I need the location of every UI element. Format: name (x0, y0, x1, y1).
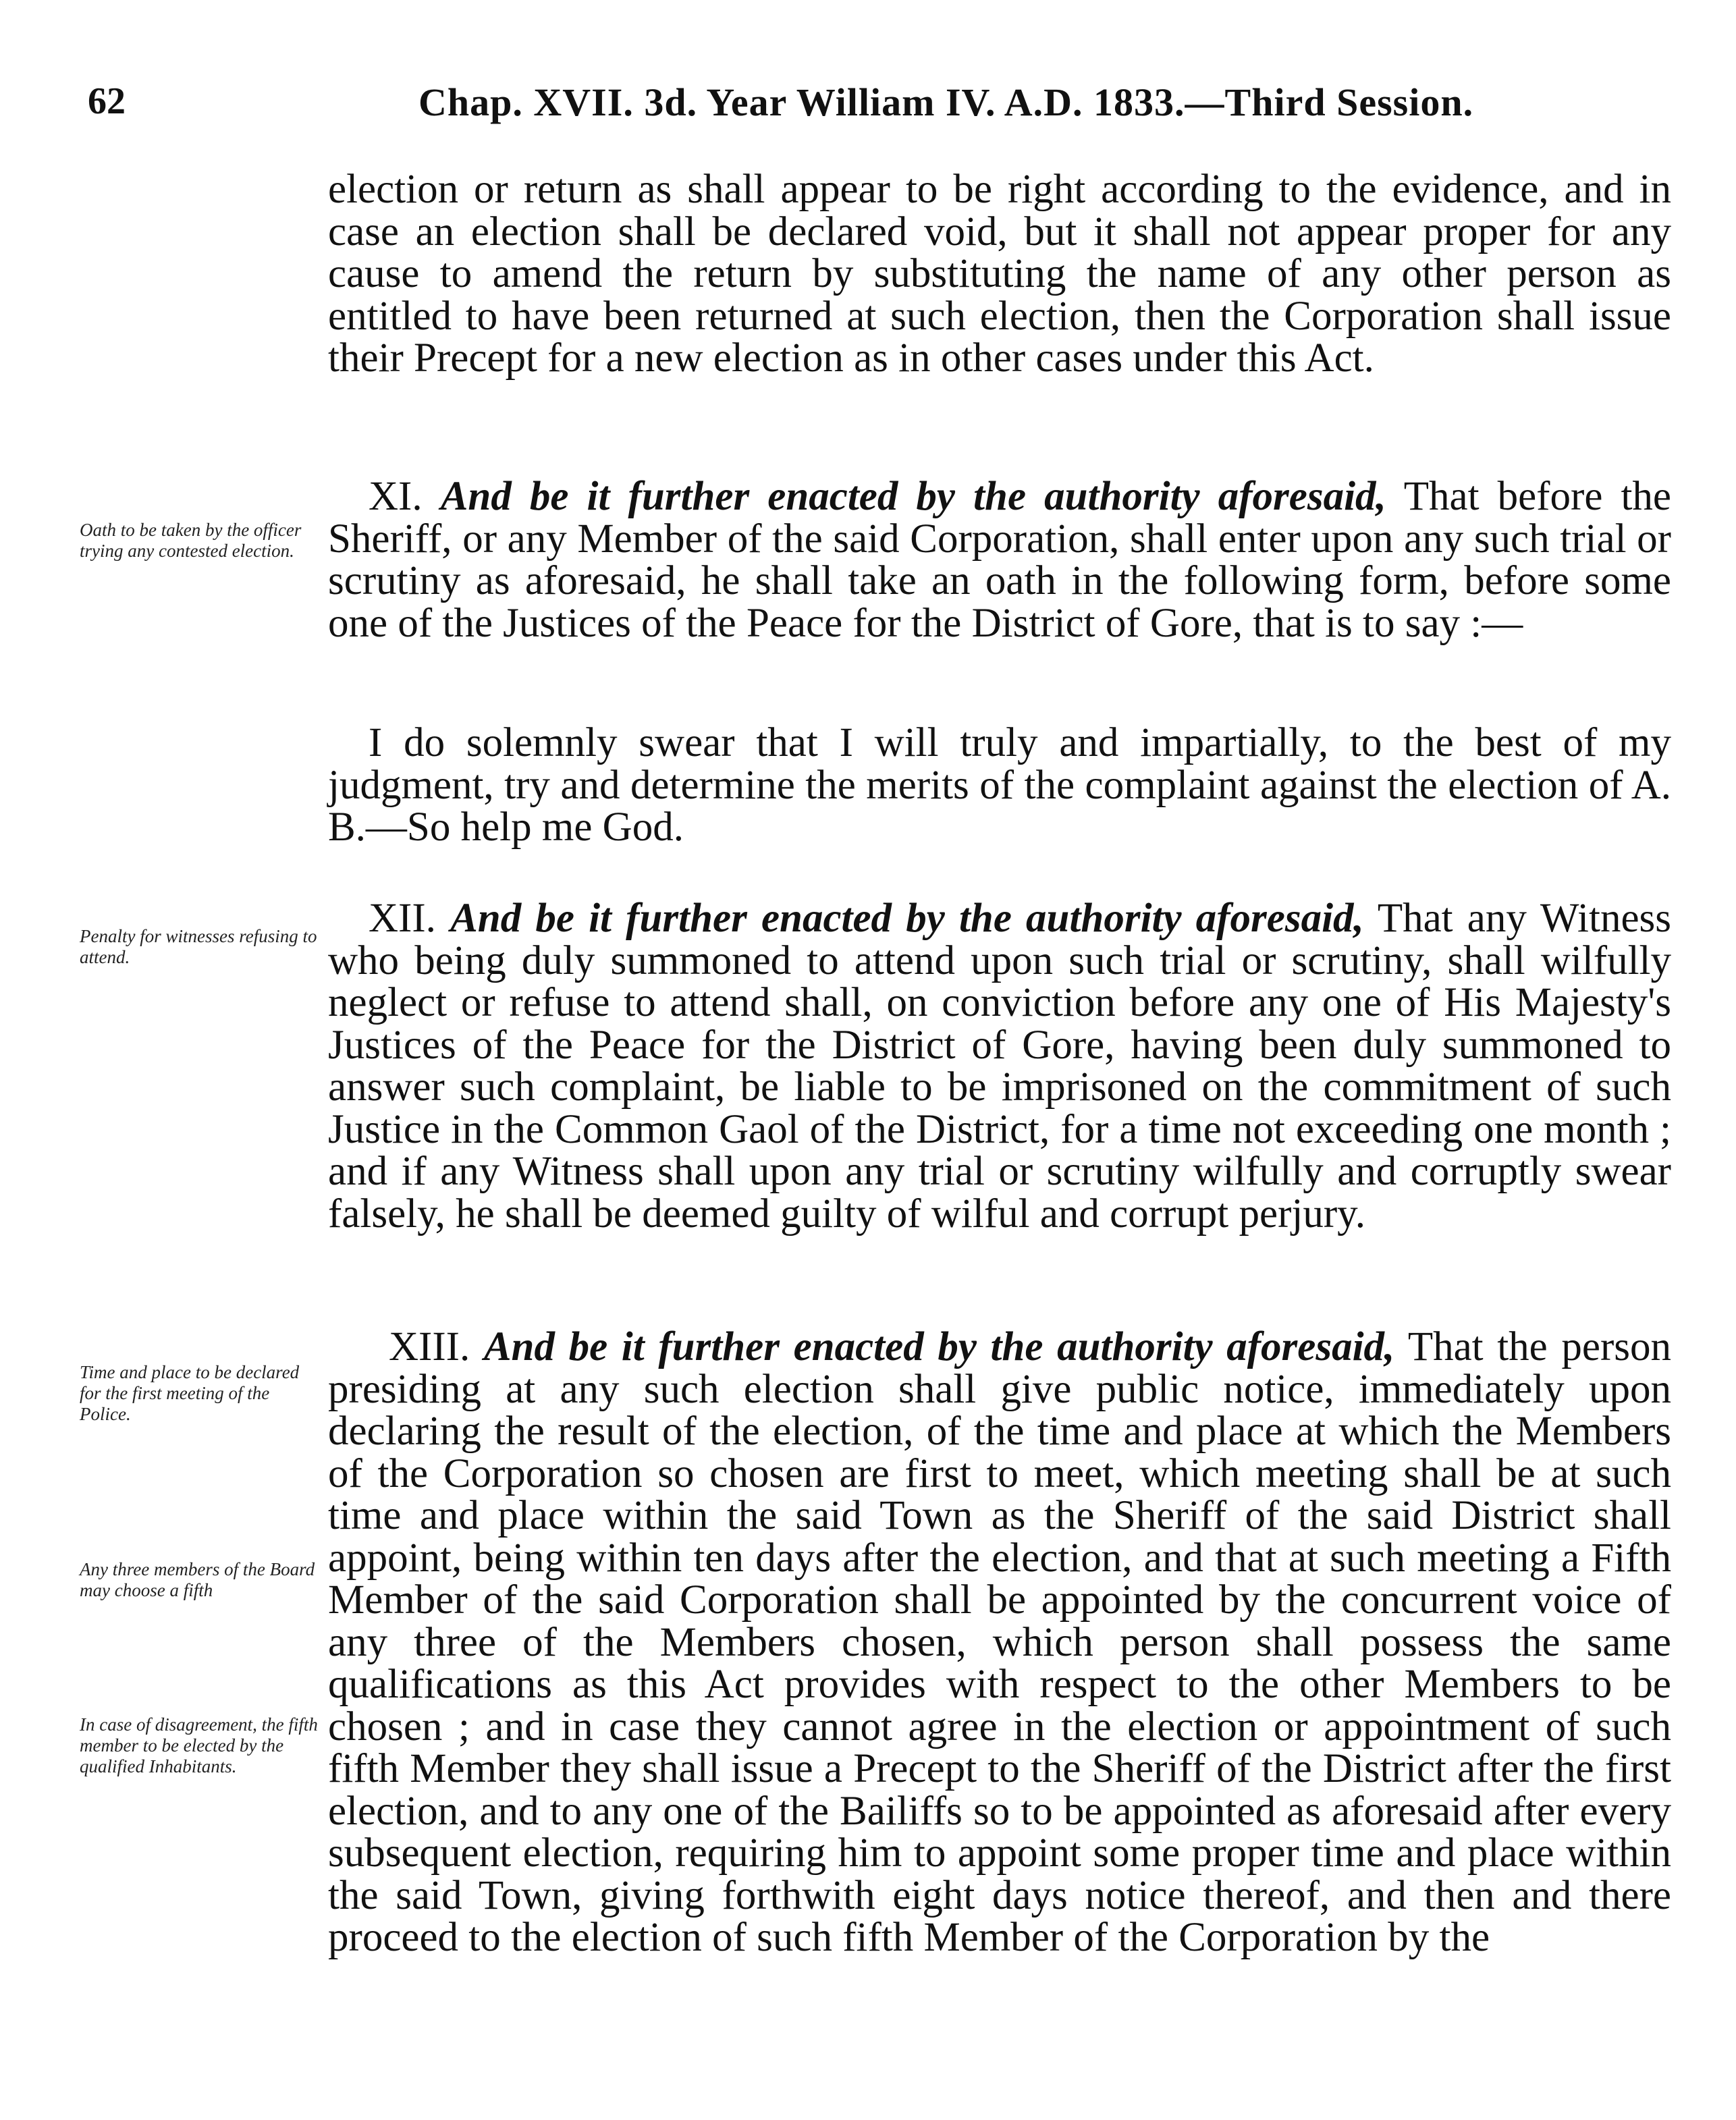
section-11 (328, 476, 1671, 645)
section-13 (328, 1326, 1671, 1959)
marginal-note-time-place: Time and place to be declared for the first meeting of the Police. (80, 1362, 300, 1424)
page-header (88, 80, 1660, 134)
page-number: 62 (88, 80, 126, 122)
marginal-note-disagreement: In case of disagreement, the fifth member to be elected by the qualified Inhabitants. (80, 1714, 318, 1776)
section-13-numeral: XIII. (389, 1324, 470, 1369)
oath-paragraph (328, 722, 1671, 849)
running-head: Chap. XVII. 3d. Year William IV. A.D. 1833.—Third Session. (418, 80, 1474, 124)
section-11-formula: And be it further enacted by the authority aforesaid, (440, 474, 1386, 519)
continuation-paragraph (328, 169, 1671, 380)
marginal-note-three-members: Any three members of the Board may choose a fifth (80, 1559, 315, 1600)
marginal-note-witnesses: Penalty for witnesses refusing to attend. (80, 926, 317, 967)
continuation-text: election or return as shall appear to be right according to the evidence, and in case an election shall be declared void, but it shall not appear proper for any cause to amend the return by substituting the name of any other person as entitled to have been returned at such election, then the Corporation shall issue their Precept for a new election as in other cases under this Act. (328, 167, 1671, 381)
section-13-formula: And be it further enacted by the authority aforesaid, (483, 1324, 1395, 1369)
oath-text: I do solemnly swear that I will truly and impartially, to the best of my judgment, try and determine the merits of the complaint against the election of A. B.—So help me God. (328, 720, 1671, 850)
section-12-text: That any Witness who being duly summoned to attend upon such trial or scrutiny, shall wilfully neglect or refuse to attend shall, on conviction before any one of His Majesty's Justices of the Peace for the District of Gore, having been duly summoned to answer such complaint, be liable to be imprisoned on the commitment of such Justice in the Common Gaol of the District, for a time not exceeding one month ; and if any Witness shall upon any trial or scrutiny wilfully and corruptly swear falsely, he shall be deemed guilty of wilful and corrupt perjury. (328, 896, 1671, 1236)
section-13-text: That the person presiding at any such election shall give public notice, immediately upon declaring the result of the election, of the time and place at which the Members of the Corporation so chosen are first to meet, which meeting shall be at such time and place within the said Town as the Sheriff of the said District shall appoint, being within ten days after the election, and that at such meeting a Fifth Member of the said Corporation shall be appointed by the concurrent voice of any three of the Members chosen, which person shall possess the same qualifications as this Act provides with respect to the other Members to be chosen ; and in case they cannot agree in the election or appointment of such fifth Member they shall issue a Precept to the Sheriff of the District after the first election, and to any one of the Bailiffs so to be appointed as aforesaid after every subsequent election, requiring him to appoint some proper time and place within the said Town, giving forthwith eight days notice thereof, and then and there proceed to the election of such fifth Member of the Corporation by the (328, 1324, 1672, 1960)
marginal-note-oath: Oath to be taken by the officer trying any contested election. (80, 520, 302, 561)
section-11-numeral: XI. (369, 474, 423, 519)
section-12-numeral: XII. (369, 896, 436, 941)
section-12 (328, 898, 1671, 1235)
section-11-text: That before the Sheriff, or any Member of the said Corporation, shall enter upon any such trial or scrutiny as aforesaid, he shall take an oath in the following form, before some one of the Justices of the Peace for the District of Gore, that is to say :— (328, 474, 1671, 646)
section-12-formula: And be it further enacted by the authority aforesaid, (450, 896, 1364, 941)
